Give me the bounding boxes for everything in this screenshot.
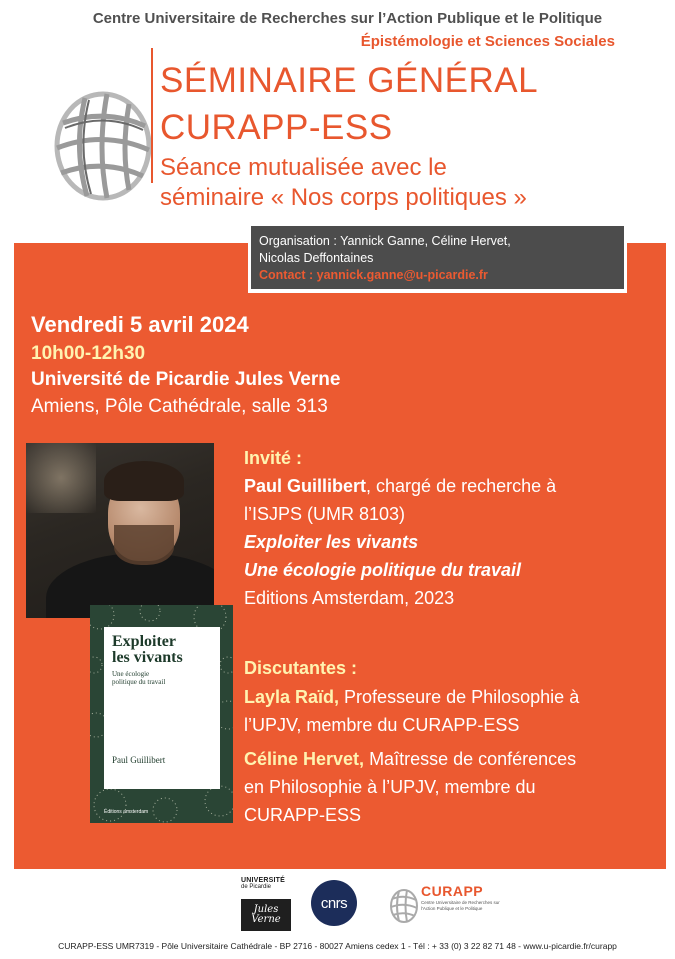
institution-name: Centre Universitaire de Recherches sur l’Action Publique et le Politique (92, 10, 603, 27)
organisation-box (248, 223, 627, 293)
book-cover-title-2: les vivants (112, 649, 183, 666)
seminar-title: SÉMINAIRE GÉNÉRAL (160, 61, 539, 100)
upjv-signature: Jules Verne (241, 899, 291, 931)
discussants-heading: Discutantes : (244, 658, 358, 678)
institution-subtitle: Épistémologie et Sciences Sociales (360, 33, 615, 50)
guest-role-1: , chargé de recherche à (366, 476, 557, 496)
book-cover-card (104, 627, 220, 789)
guest-heading: Invité : (244, 448, 303, 468)
discussant-item (244, 745, 654, 829)
seminar-subtitle-1: Séance mutualisée avec le (160, 154, 447, 181)
upjv-logo (241, 877, 291, 933)
discussant-name: Layla Raïd, (244, 687, 340, 707)
seminar-title-2: CURAPP-ESS (160, 108, 393, 147)
contact-email[interactable]: Contact : yannick.ganne@u-picardie.fr (259, 268, 488, 282)
curapp-logo-name: CURAPP (421, 883, 484, 899)
discussant-desc-2: en Philosophie à l’UPJV, membre du (244, 777, 536, 797)
guest-book-title: Exploiter les vivants (244, 532, 419, 552)
guest-book-subtitle: Une écologie politique du travail (244, 560, 522, 580)
curapp-globe-icon (387, 885, 419, 925)
book-cover (90, 605, 233, 823)
discussant-desc-1: Maîtresse de conférences (364, 749, 577, 769)
upjv-logo-line-2: de Picardie (241, 884, 272, 890)
curapp-logo (387, 883, 507, 929)
discussant-desc-1: Professeure de Philosophie à (339, 687, 580, 707)
discussant-item (244, 683, 644, 739)
seminar-subtitle-2: séminaire « Nos corps politiques » (160, 184, 527, 211)
curapp-logo-subtitle: Centre Universitaire de Recherches sur l'Action Publique et le Politique (421, 900, 500, 911)
event-location: Amiens, Pôle Cathédrale, salle 313 (31, 396, 328, 417)
book-cover-subtitle: Une écologie politique du travail (112, 670, 166, 686)
organisation-line-2: Nicolas Deffontaines (259, 251, 374, 265)
discussant-name: Céline Hervet, (244, 749, 365, 769)
globe-logo-icon (45, 68, 155, 218)
book-cover-title-1: Exploiter (112, 633, 176, 650)
guest-photo (26, 443, 214, 618)
organisation-line-1: Organisation : Yannick Ganne, Céline Hervet, (259, 234, 511, 248)
guest-role-2: l’ISJPS (UMR 8103) (244, 504, 406, 524)
title-divider (151, 48, 153, 183)
event-university: Université de Picardie Jules Verne (31, 369, 341, 390)
book-cover-author: Paul Guillibert (112, 755, 166, 765)
upjv-logo-line-1: UNIVERSITÉ (241, 877, 286, 884)
event-date: Vendredi 5 avril 2024 (31, 312, 249, 337)
footer-address: CURAPP-ESS UMR7319 - Pôle Universitaire Cathédrale - BP 2716 - 80027 Amiens cedex 1 - Tél : + 33 (0) 3 22 82 71 48 - www.u-picardie.fr/curapp (58, 941, 617, 951)
guest-publisher: Editions Amsterdam, 2023 (244, 588, 455, 608)
discussant-desc-3: CURAPP-ESS (244, 805, 362, 825)
cnrs-logo: cnrs (311, 880, 357, 926)
event-time: 10h00-12h30 (31, 343, 146, 364)
guest-details (244, 472, 644, 612)
discussant-desc-2: l’UPJV, membre du CURAPP-ESS (244, 715, 520, 735)
book-cover-publisher: Éditions amsterdam (104, 809, 149, 815)
guest-name: Paul Guillibert (244, 476, 367, 496)
